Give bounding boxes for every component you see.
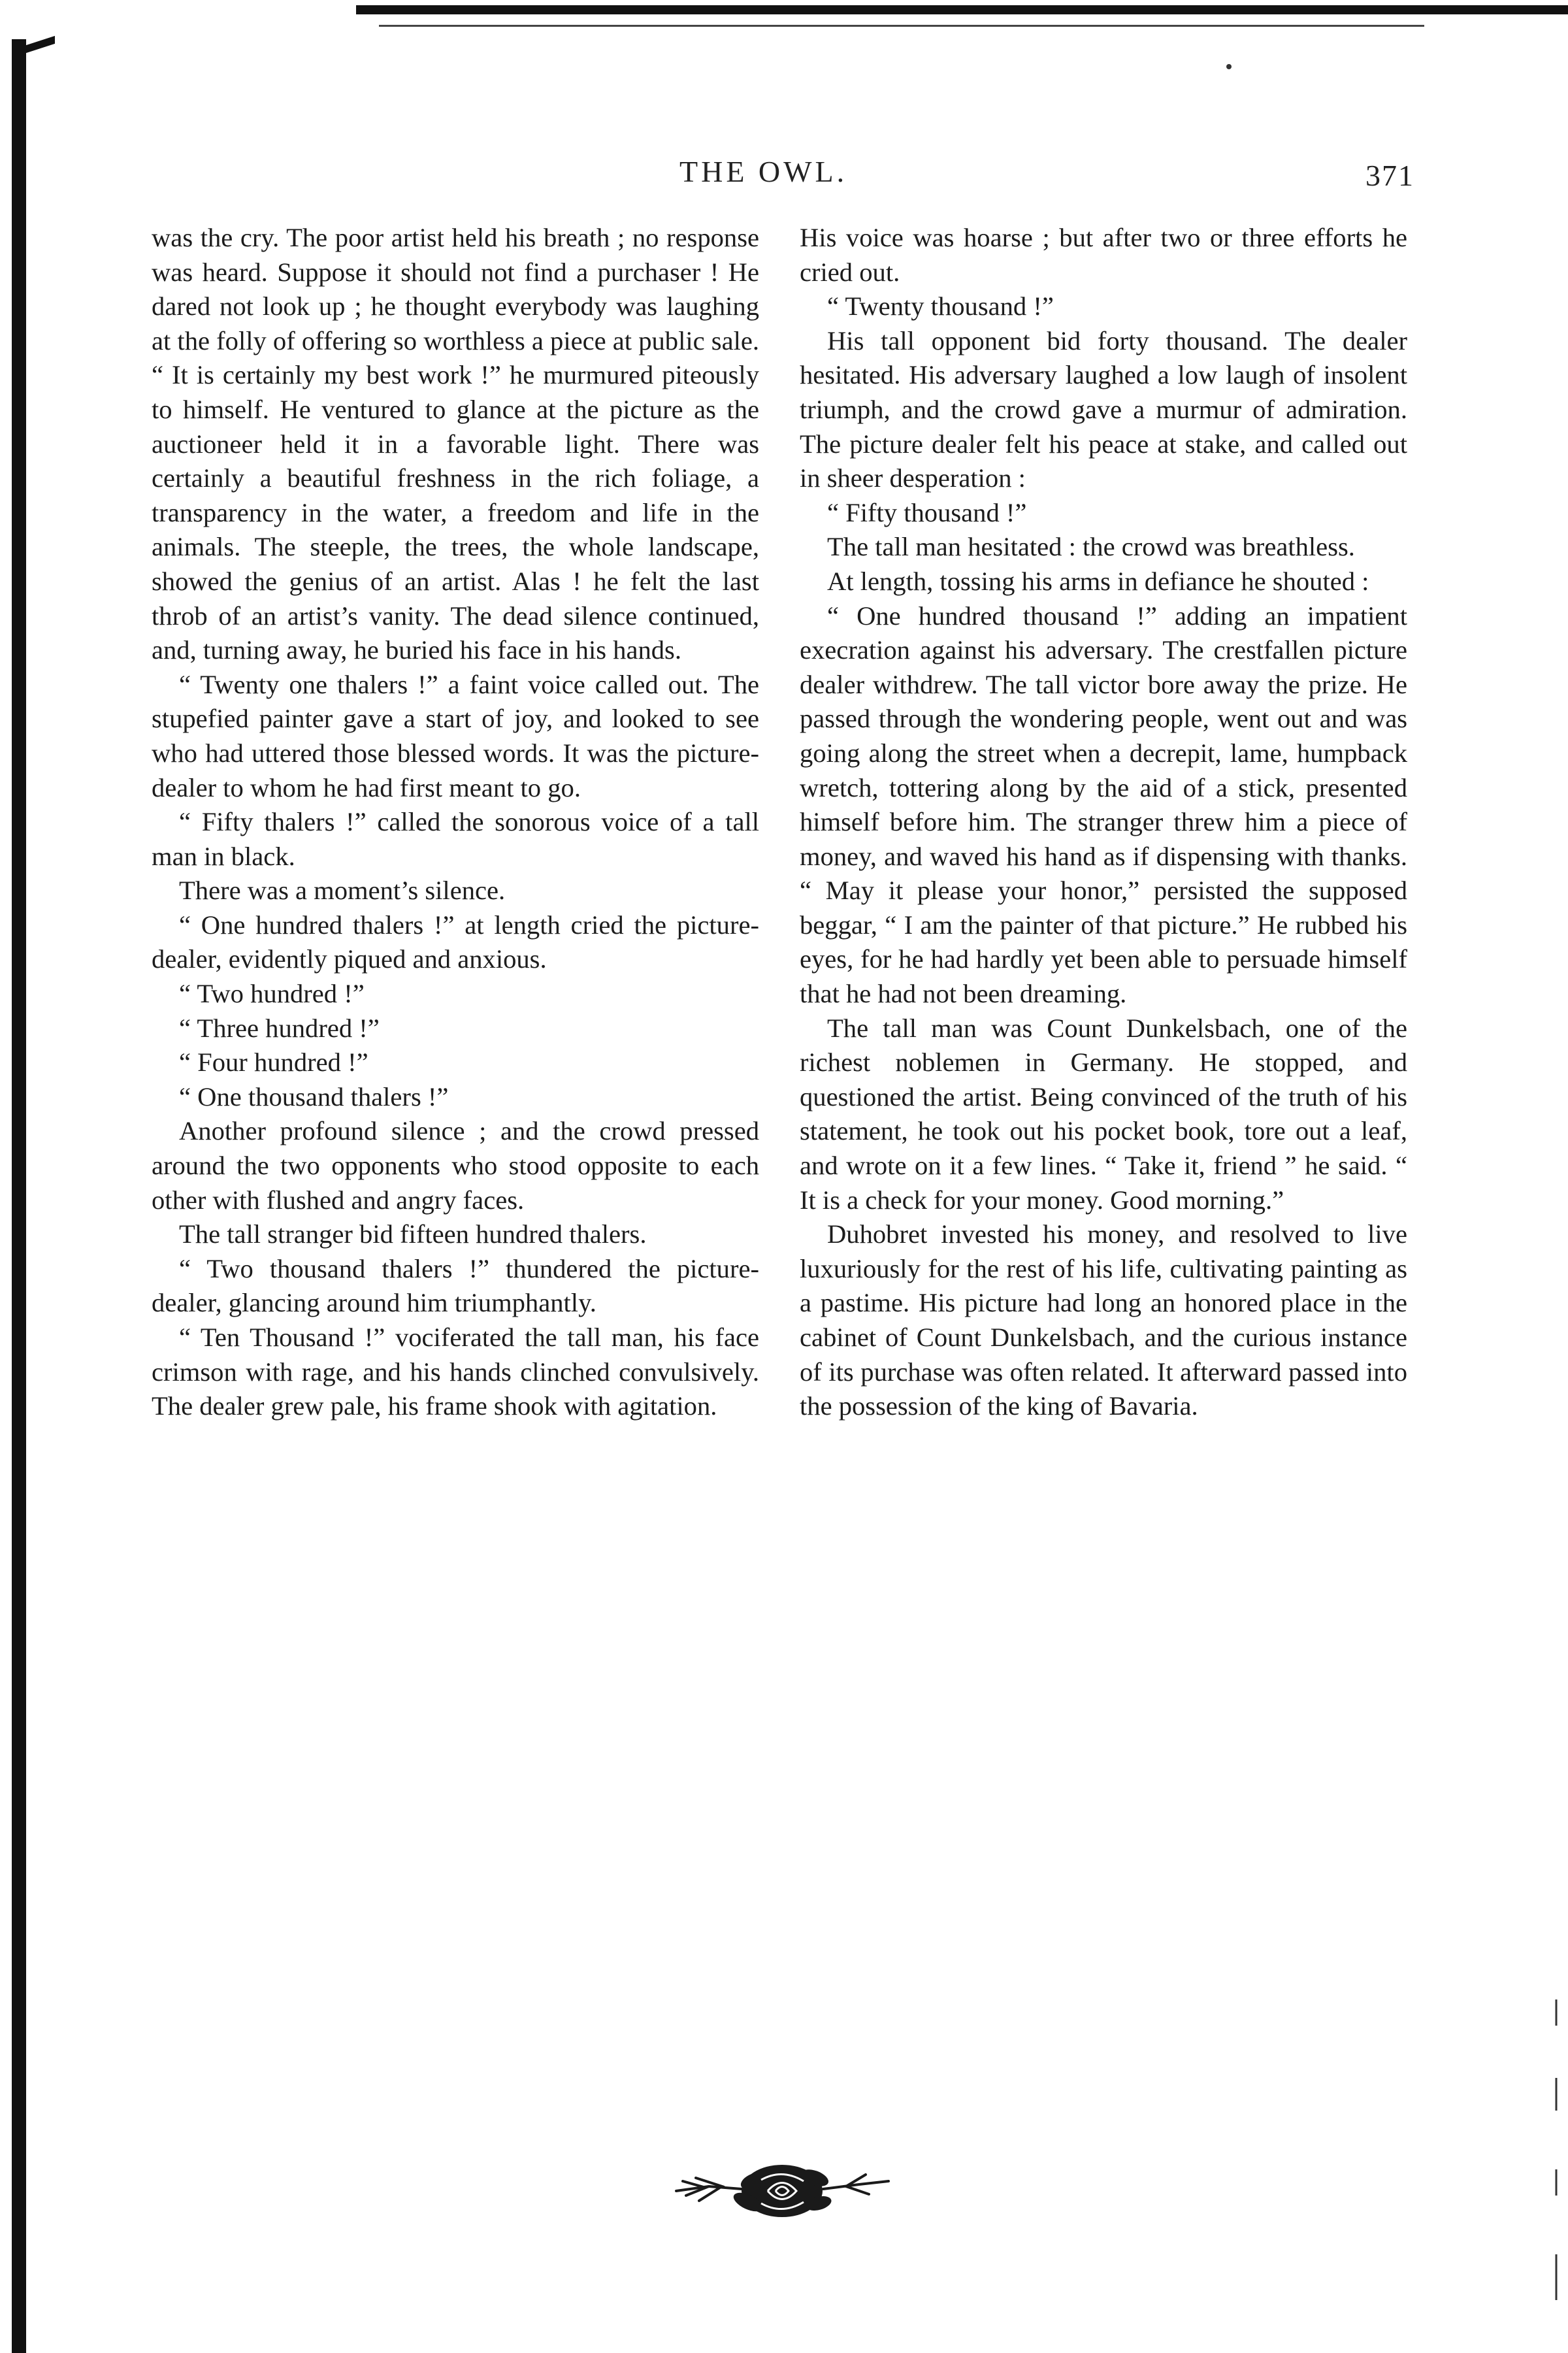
running-title: THE OWL. [679, 155, 848, 188]
paragraph: The tall man was Count Dunkelsbach, one of the richest noblemen in Germany. He stopped, and questioned the artist. Being convinced of the truth of his statement, he took out his pocket book, tore out a leaf, and wrote on it a few lines. “ Take it, friend ” he said. “ It is a check for your money. Good morning.” [800, 1013, 1407, 1215]
paragraph: “ Two thousand thalers !” thundered the picture-dealer, glancing around him triumphantly. [152, 1253, 759, 1318]
paragraph: There was a moment’s silence. [179, 876, 506, 906]
paragraph: “ Fifty thalers !” called the sonorous voice of a tall man in black. [152, 807, 759, 871]
paragraph: “ Fifty thousand !” [827, 497, 1027, 527]
page-number: 371 [1365, 159, 1414, 192]
paragraph: was the cry. The poor artist held his breath ; no response was heard. Suppose it should not find a purchaser ! He dared not look up ; he thought everybody was laughing at the folly of offering so worthless a piece at public sale. “ It is certainly my best work !” he murmured piteously to himself. He ventured to glance at the picture as the auctioneer held it in a favorable light. There was certainly a beautiful freshness in the rich foliage, a transparency in the water, a freedom and life in the animals. The steeple, the trees, the whole landscape, showed the genius of an artist. Alas ! he felt the last throb of an artist’s vanity. The dead silence continued, and, turning away, he buried his face in his hands. [152, 223, 760, 665]
paragraph: Duhobret invested his money, and resolved to live luxuriously for the rest of his life, cultivating painting as a pastime. His picture had long an honored place in the cabinet of Count Dunkelsbach, and the curious instance of its purchase was often related. It afterward passed into the possession of the king of Bavaria. [800, 1219, 1407, 1421]
right-column [800, 221, 1407, 1424]
paragraph: “ Three hundred !” [179, 1013, 380, 1043]
running-head [0, 154, 1568, 200]
paragraph: His voice was hoarse ; but after two or three efforts he cried out. [800, 223, 1407, 287]
page-edge-marks [1553, 1999, 1560, 2300]
paragraph: “ Twenty one thalers !” a faint voice called out. The stupefied painter gave a start of joy, and looked to see who had uttered those blessed words. It was the picture-dealer to whom he had first meant to go. [152, 669, 759, 802]
paragraph: His tall opponent bid forty thousand. The dealer hesitated. His adversary laughed a low laugh of insolent triumph, and the crowd gave a murmur of admiration. The picture dealer felt his peace at stake, and called out in sheer desperation : [800, 325, 1407, 493]
paragraph: The tall stranger bid fifteen hundred thalers. [179, 1219, 647, 1249]
binding-edge-mark [26, 36, 55, 53]
paragraph: The tall man hesitated : the crowd was breathless. [827, 532, 1355, 562]
paragraph: “ One hundred thalers !” at length cried the picture-dealer, evidently piqued and anxious. [152, 910, 759, 974]
paragraph: “ Four hundred !” [179, 1047, 368, 1078]
paragraph: Another profound silence ; and the crowd pressed around the two opponents who stood opposite to each other with flushed and angry faces. [152, 1116, 759, 1215]
ink-speck [1226, 64, 1232, 69]
paragraph: “ Twenty thousand !” [827, 291, 1054, 321]
paragraph: “ One thousand thalers !” [179, 1081, 449, 1111]
top-rule [356, 5, 1568, 14]
left-column [152, 221, 759, 1424]
paragraph: “ Ten Thousand !” vociferated the tall man, his face crimson with rage, and his hands clinched convulsively. The dealer grew pale, his frame shook with agitation. [152, 1323, 759, 1421]
binding-edge [12, 39, 26, 2353]
paragraph: “ Two hundred !” [179, 979, 365, 1009]
top-rule-thin [379, 25, 1424, 27]
paragraph: “ One hundred thousand !” adding an impatient execration against his adversary. The crestfallen picture dealer withdrew. The tall victor bore away the prize. He passed through the wondering people, went out and was going along the street when a decrepit, lame, humpback wretch, tottering along by the aid of a stick, presented himself before him. The stranger threw him a piece of money, and waved his hand as if dispensing with thanks. “ May it please your honor,” persisted the supposed beggar, “ I am the painter of that picture.” He rubbed his eyes, for he had hardly yet been able to persuade himself that he had not been dreaming. [800, 601, 1407, 1009]
paragraph: At length, tossing his arms in defiance he shouted : [827, 566, 1369, 596]
floral-rose-ornament-icon [670, 2155, 895, 2227]
